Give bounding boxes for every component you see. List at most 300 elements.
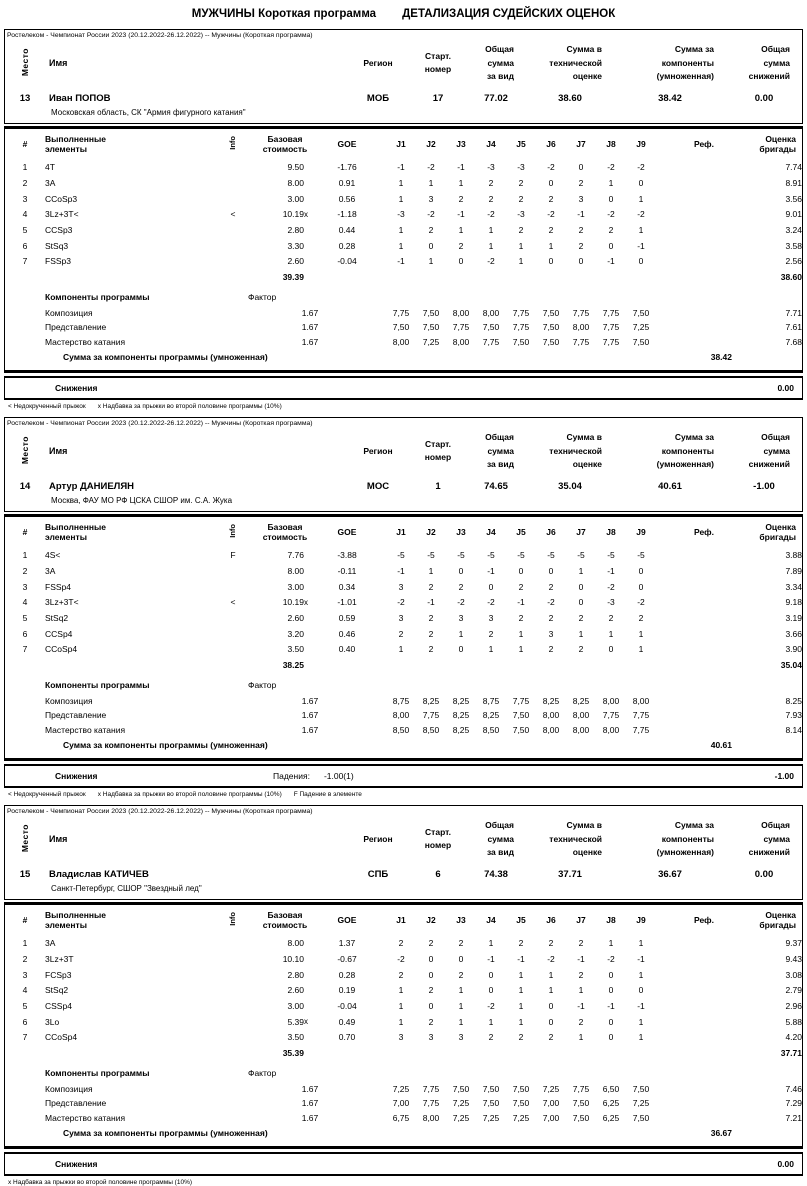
component-judge-score: 7,50 (542, 336, 560, 347)
judge-score: 1 (398, 985, 404, 996)
skater-header-box (4, 29, 803, 124)
judge-column-header: J9 (636, 527, 646, 537)
element-row (5, 564, 802, 580)
referee-value (676, 983, 732, 999)
judge-score: 2 (428, 628, 434, 639)
element-panel-score: 9.18 (785, 597, 802, 608)
judge-score: -5 (607, 550, 615, 561)
spacer (372, 579, 386, 595)
judge-column-header: J4 (486, 527, 496, 537)
judge-column-header: J3 (456, 915, 466, 926)
club-name: Московская область, СК "Армия фигурного катания" (51, 107, 246, 117)
judge-score: 1 (458, 1000, 464, 1011)
element-row (5, 626, 802, 642)
judge-score: -2 (607, 581, 615, 592)
judge-score: -1 (577, 1000, 585, 1011)
header-line: сумма (487, 57, 514, 68)
goe-value: -1.01 (337, 597, 357, 608)
spacer (372, 222, 386, 238)
element-number: 2 (22, 954, 28, 965)
component-row (5, 1096, 802, 1111)
totals-row (5, 269, 802, 287)
spacer (656, 657, 676, 675)
judge-score: 1 (458, 985, 464, 996)
component-judge-score: 8,00 (602, 724, 620, 735)
element-number: 3 (22, 969, 28, 980)
info-flag (218, 1030, 248, 1046)
component-judge-score: 7,75 (422, 1083, 440, 1094)
referee-value (676, 936, 732, 952)
spacer (5, 675, 45, 694)
second-half-bonus-marker (304, 983, 322, 999)
judge-column-header: J5 (516, 138, 526, 149)
spacer (372, 238, 386, 254)
info-flag: F (230, 550, 236, 561)
referee-value (676, 1014, 732, 1030)
judge-score: 0 (608, 240, 614, 251)
spacer (372, 130, 386, 160)
element-row (5, 1014, 802, 1030)
spacer (372, 1082, 386, 1097)
judge-score: 1 (458, 224, 464, 235)
judge-score: 2 (398, 628, 404, 639)
goe-column-header: GOE (337, 527, 357, 537)
element-row (5, 936, 802, 952)
goe-value: 0.59 (338, 612, 356, 623)
place-number: 13 (19, 92, 31, 104)
component-name: Композиция (45, 1083, 93, 1094)
element-name: 4S< (45, 550, 61, 561)
footnote-segment: F Падение в элементе (293, 791, 362, 799)
element-row (5, 222, 802, 238)
spacer (372, 254, 386, 270)
elements-table (5, 906, 802, 1143)
component-judge-score: 7,50 (542, 322, 560, 333)
second-half-bonus-marker (304, 222, 322, 238)
referee-value (676, 694, 732, 709)
component-judge-score: 8,50 (482, 724, 500, 735)
deductions-score: 0.00 (754, 92, 774, 104)
element-row (5, 254, 802, 270)
component-judge-score: 8,25 (542, 695, 560, 706)
judge-score: 1 (638, 969, 644, 980)
base-value: 9.50 (287, 162, 304, 173)
header-line: технической (549, 833, 602, 844)
technical-panel-total: 37.71 (780, 1048, 802, 1059)
component-panel-score: 7.29 (785, 1098, 802, 1109)
component-judge-score: 7,75 (422, 710, 440, 721)
spacer (372, 564, 386, 580)
region-column-header: Регион (363, 446, 393, 457)
element-row (5, 952, 802, 968)
components-total-row (5, 349, 802, 367)
base-value: 10.10 (282, 954, 304, 965)
spacer (372, 548, 386, 564)
component-judge-score: 7,75 (572, 307, 590, 318)
components-section-title: Компоненты программы (45, 291, 150, 302)
component-name: Представление (45, 322, 107, 333)
judge-score: 2 (518, 178, 524, 189)
judge-score: 3 (578, 193, 584, 204)
base-value-total: 35.39 (282, 1048, 304, 1059)
spacer (372, 967, 386, 983)
page-title (4, 3, 803, 29)
judge-score: 0 (428, 969, 434, 980)
referee-value (676, 708, 732, 723)
judge-score: 3 (488, 612, 494, 623)
judge-score: -3 (517, 209, 525, 220)
judge-column-header: J8 (606, 915, 616, 926)
spacer (676, 1045, 732, 1063)
element-name: CCoSp3 (45, 193, 78, 204)
header-line: снижений (748, 71, 790, 82)
component-judge-score: 7,75 (512, 695, 530, 706)
judge-column-header: J9 (636, 915, 646, 926)
start-number-column-header (410, 817, 466, 860)
judge-score: -3 (607, 597, 615, 608)
info-flag (218, 564, 248, 580)
header-line: Выполненные (45, 521, 107, 532)
spacer (656, 269, 676, 287)
deductions-box (4, 376, 803, 400)
element-name: CCSp3 (45, 224, 73, 235)
component-row (5, 1111, 802, 1126)
element-panel-score: 3.24 (785, 224, 802, 235)
spacer (656, 518, 676, 548)
judge-score: -2 (397, 954, 405, 965)
base-value-column-header (248, 518, 322, 548)
spacer (656, 1096, 676, 1111)
column-header-row (5, 41, 802, 84)
component-name: Представление (45, 710, 107, 721)
component-name: Представление (45, 1098, 107, 1109)
component-judge-score: 8,75 (482, 695, 500, 706)
component-judge-score: 8,00 (482, 307, 500, 318)
element-name: 4T (45, 162, 55, 173)
element-name: CCSp4 (45, 628, 73, 639)
judge-score: 1 (518, 644, 524, 655)
goe-value: 0.28 (338, 969, 356, 980)
base-value: 3.00 (287, 1000, 304, 1011)
header-line: компоненты (661, 833, 714, 844)
components-total-label: Сумма за компоненты программы (умноженная) (63, 1128, 268, 1139)
spacer (386, 269, 656, 287)
judge-column-header: J6 (546, 138, 556, 149)
element-row (5, 191, 802, 207)
spacer (656, 642, 676, 658)
referee-value (676, 998, 732, 1014)
elements-table (5, 130, 802, 367)
region-value: МОБ (366, 92, 390, 104)
spacer (372, 595, 386, 611)
judge-score: 1 (518, 628, 524, 639)
component-judge-score: 7,50 (512, 1098, 530, 1109)
judge-column-header: J4 (486, 915, 496, 926)
falls-label: Падения: (273, 771, 310, 782)
name-column-header: Имя (49, 57, 68, 68)
skater-header-box (4, 805, 803, 900)
judge-score: -2 (547, 597, 555, 608)
component-judge-score: 7,50 (482, 1083, 500, 1094)
component-judge-score: 7,50 (512, 1083, 530, 1094)
header-line: оценке (572, 71, 602, 82)
base-value: 10.19 (282, 209, 304, 220)
judge-score: 1 (548, 240, 554, 251)
footnote (8, 403, 803, 410)
header-line: оценке (572, 847, 602, 858)
info-flag: < (230, 597, 236, 608)
component-judge-score: 7,25 (482, 1112, 500, 1123)
component-judge-score: 7,50 (422, 307, 440, 318)
technical-score-column-header (526, 817, 614, 860)
spacer (676, 269, 732, 287)
header-line: за вид (486, 847, 514, 858)
second-half-bonus-marker (304, 952, 322, 968)
judge-score: -5 (637, 550, 645, 561)
spacer (372, 998, 386, 1014)
component-judge-score: 8,00 (602, 695, 620, 706)
place-column-header (5, 41, 45, 84)
info-flag (218, 222, 248, 238)
judge-score: -5 (457, 550, 465, 561)
component-judge-score: 8,25 (422, 695, 440, 706)
referee-value (676, 1030, 732, 1046)
info-flag (218, 579, 248, 595)
judge-column-header: J1 (396, 138, 406, 149)
judge-score: 1 (638, 938, 644, 949)
judge-score: 0 (458, 256, 464, 267)
element-panel-score: 5.88 (785, 1016, 802, 1027)
judge-score: 1 (488, 240, 494, 251)
place-column-label: Место (19, 824, 30, 853)
component-row (5, 694, 802, 709)
deductions-label: Снижения (55, 771, 98, 782)
elements-column-header (45, 130, 218, 160)
second-half-bonus-marker (304, 254, 322, 270)
element-number: 1 (22, 162, 28, 173)
goe-value: 0.19 (338, 985, 356, 996)
second-half-bonus-marker (304, 998, 322, 1014)
deductions-label: Снижения (55, 383, 98, 394)
components-score: 36.67 (658, 868, 682, 880)
judge-score: -5 (517, 550, 525, 561)
judge-score: 1 (518, 1016, 524, 1027)
component-judge-score: 7,50 (452, 1083, 470, 1094)
spacer (656, 952, 676, 968)
spacer (656, 998, 676, 1014)
header-line: Оценка (765, 909, 796, 920)
spacer (372, 320, 386, 335)
component-judge-score: 7,00 (392, 1098, 410, 1109)
judge-score: -2 (637, 209, 645, 220)
skater-header-table (5, 817, 802, 895)
judge-column-header: J1 (396, 915, 406, 926)
deductions-total: 0.00 (777, 1159, 794, 1170)
judge-column-header: J9 (636, 138, 646, 149)
base-value: 3.50 (287, 644, 304, 655)
judge-score: 0 (578, 597, 584, 608)
base-value: 2.60 (287, 612, 304, 623)
header-line: компоненты (661, 445, 714, 456)
club-name: Москва, ФАУ МО РФ ЦСКА СШОР им. С.А. Жука (51, 495, 233, 505)
judge-score: -3 (517, 162, 525, 173)
judge-score: -2 (487, 209, 495, 220)
judge-score: 0 (638, 566, 644, 577)
judge-score: 1 (578, 985, 584, 996)
components-score-column-header (614, 817, 726, 860)
header-line: Общая (761, 44, 790, 54)
region-column-header: Регион (363, 834, 393, 845)
spacer (372, 349, 676, 367)
judge-score: 2 (608, 224, 614, 235)
component-judge-score: 8,25 (452, 724, 470, 735)
deductions-score: 0.00 (754, 868, 774, 880)
place-column-header (5, 429, 45, 472)
second-half-bonus-marker (304, 548, 322, 564)
name-column-header: Имя (49, 833, 68, 844)
judge-score: 0 (608, 1016, 614, 1027)
info-column-label: Info (228, 912, 238, 926)
deductions-box (4, 1152, 803, 1176)
spacer (5, 1082, 45, 1097)
goe-column-header: GOE (337, 915, 357, 926)
spacer (5, 737, 45, 755)
header-line: бригады (759, 532, 796, 543)
spacer (656, 983, 676, 999)
judge-score: 1 (398, 178, 404, 189)
judge-score: 1 (428, 566, 434, 577)
component-panel-score: 8.14 (785, 724, 802, 735)
spacer (372, 335, 386, 350)
judge-score: 3 (428, 1032, 434, 1043)
base-value: 2.60 (287, 256, 304, 267)
totals-row (5, 1045, 802, 1063)
info-flag (218, 176, 248, 192)
referee-value (676, 967, 732, 983)
judge-score: 1 (638, 1016, 644, 1027)
element-number: 7 (22, 644, 28, 655)
judge-score: 1 (398, 193, 404, 204)
element-panel-score: 3.34 (785, 581, 802, 592)
element-panel-score: 8.91 (785, 178, 802, 189)
component-judge-score: 8,00 (452, 307, 470, 318)
judge-score: 2 (428, 1016, 434, 1027)
components-score-column-header (614, 429, 726, 472)
second-half-bonus-marker: x (303, 597, 308, 607)
header-line: Базовая (267, 133, 303, 144)
element-row (5, 642, 802, 658)
header-line: снижений (748, 847, 790, 858)
judge-score: 2 (518, 193, 524, 204)
header-line: бригады (759, 920, 796, 931)
component-judge-score: 8,75 (392, 695, 410, 706)
judge-score: 1 (638, 1032, 644, 1043)
header-line: Выполненные (45, 133, 107, 144)
judge-score: 2 (518, 581, 524, 592)
factor-label: Фактор (247, 1067, 277, 1078)
region-column-header: Регион (363, 58, 393, 69)
element-row (5, 176, 802, 192)
judge-score: 2 (548, 644, 554, 655)
judge-score: -1 (637, 954, 645, 965)
spacer (656, 610, 676, 626)
element-panel-score: 3.19 (785, 612, 802, 623)
judge-column-header: J8 (606, 527, 616, 537)
skater-block (4, 805, 803, 1186)
judge-score: 2 (398, 938, 404, 949)
element-number: 1 (22, 550, 28, 561)
judge-score: 2 (398, 969, 404, 980)
header-line: стоимость (262, 532, 308, 543)
judge-score: 3 (428, 193, 434, 204)
judge-score: 3 (458, 612, 464, 623)
referee-value (676, 595, 732, 611)
judge-score: 1 (398, 224, 404, 235)
spacer (656, 595, 676, 611)
component-judge-score: 7,50 (482, 1098, 500, 1109)
footnote-segment: x Надбавка за прыжки во второй половине программы (10%) (8, 1179, 193, 1186)
judge-score: 2 (518, 224, 524, 235)
component-judge-score: 7,75 (602, 322, 620, 333)
place-column-label: Место (19, 47, 30, 77)
header-line: Сумма в (566, 820, 602, 831)
judge-score: 1 (608, 938, 614, 949)
judge-score: 1 (488, 1016, 494, 1027)
spacer (322, 269, 372, 287)
spacer (372, 610, 386, 626)
spacer (372, 952, 386, 968)
judge-score: -1 (607, 566, 615, 577)
footnote (8, 1179, 803, 1186)
elements-column-header (45, 906, 218, 936)
goe-value: -0.04 (337, 1000, 357, 1011)
element-name: CCoSp4 (45, 644, 78, 655)
base-value: 3.50 (287, 1032, 304, 1043)
spacer (372, 160, 386, 176)
judge-score: -3 (397, 209, 405, 220)
component-judge-score: 8,25 (572, 695, 590, 706)
referee-column-header: Реф. (694, 527, 714, 537)
component-judge-score: 7,75 (422, 1098, 440, 1109)
start-number: 17 (432, 92, 444, 104)
column-header-row (5, 429, 802, 472)
components-score-column-header (614, 41, 726, 84)
components-header-row (5, 1063, 802, 1082)
element-panel-score: 9.37 (785, 938, 802, 949)
judge-score: -2 (487, 1000, 495, 1011)
second-half-bonus-marker (304, 160, 322, 176)
component-judge-score: 7,75 (602, 336, 620, 347)
judge-column-header: J6 (546, 915, 556, 926)
header-line: сумма (763, 445, 790, 456)
element-panel-score: 3.90 (785, 644, 802, 655)
component-panel-score: 7.93 (785, 710, 802, 721)
technical-score-column-header (526, 41, 614, 84)
start-number: 6 (435, 868, 441, 880)
base-value: 10.19 (282, 597, 304, 608)
info-flag (218, 998, 248, 1014)
spacer (656, 723, 676, 738)
judge-score: 0 (458, 954, 464, 965)
header-line: Оценка (765, 521, 796, 532)
component-judge-score: 8,00 (452, 336, 470, 347)
judge-score: 2 (518, 938, 524, 949)
judge-score: -5 (427, 550, 435, 561)
technical-score: 37.71 (558, 868, 582, 880)
spacer (304, 1045, 322, 1063)
info-flag (218, 952, 248, 968)
segment-score: 74.65 (484, 480, 508, 492)
